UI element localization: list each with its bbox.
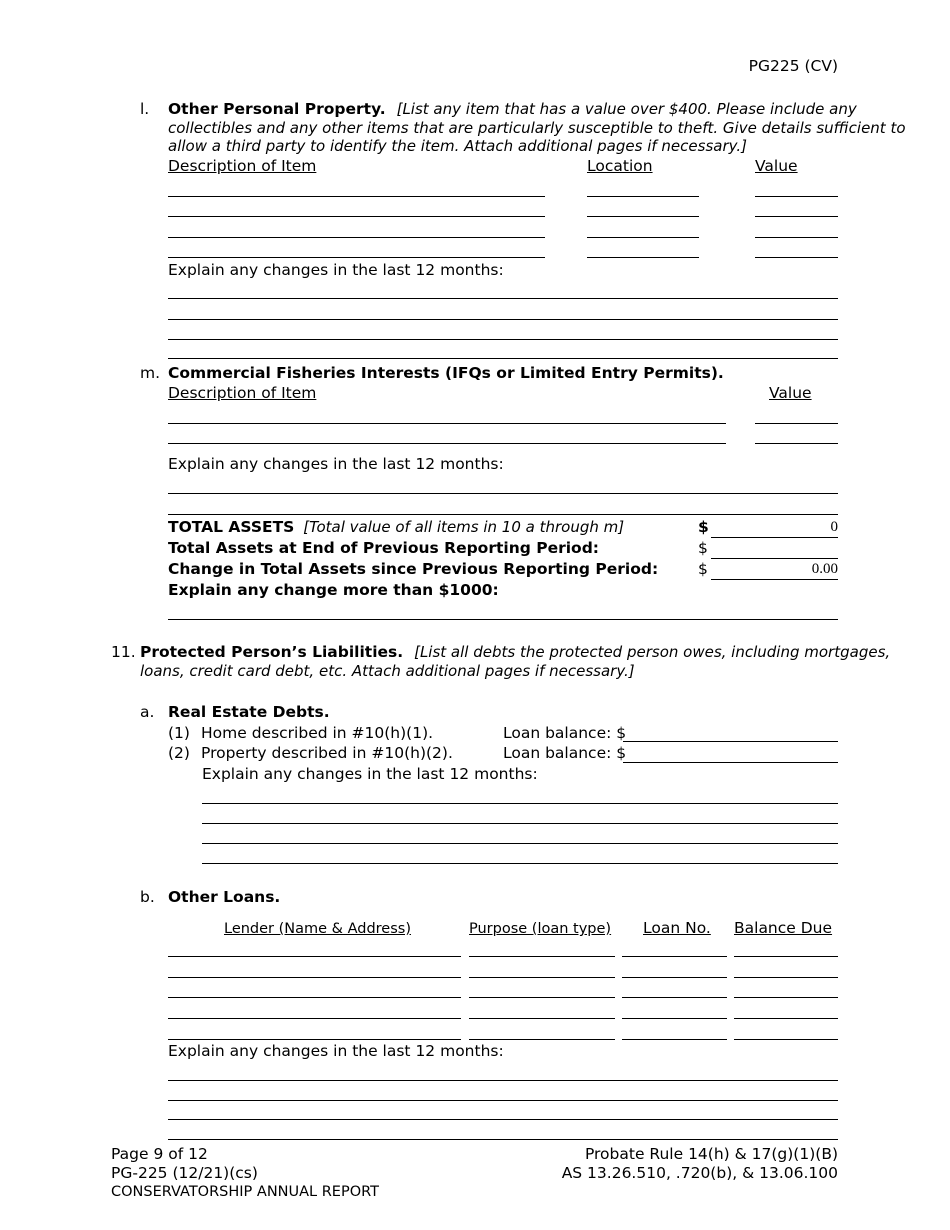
explain-line[interactable] — [168, 1080, 838, 1081]
balance-line[interactable] — [734, 1039, 838, 1040]
value-line[interactable] — [755, 257, 838, 258]
change-total-value[interactable]: 0.00 — [711, 560, 838, 580]
previous-total-currency: $ — [698, 539, 708, 557]
section-b-col-loan-no: Loan No. — [643, 919, 711, 937]
explain-line[interactable] — [168, 298, 838, 299]
real-estate-item-1-text: Home described in #10(h)(1). — [201, 724, 434, 742]
explain-line[interactable] — [168, 319, 838, 320]
purpose-line[interactable] — [469, 1018, 615, 1019]
explain-line[interactable] — [202, 843, 838, 844]
form-code: PG225 (CV) — [748, 57, 838, 75]
loan-no-line[interactable] — [622, 1039, 727, 1040]
footer-page-number: Page 9 of 12 — [111, 1145, 208, 1163]
explain-line[interactable] — [168, 358, 838, 359]
explain-line[interactable] — [168, 619, 838, 620]
section-11-number: 11. — [111, 643, 136, 661]
balance-line[interactable] — [734, 1018, 838, 1019]
explain-line[interactable] — [168, 1119, 838, 1120]
description-line[interactable] — [168, 237, 545, 238]
location-line[interactable] — [587, 216, 699, 217]
value-line[interactable] — [755, 443, 838, 444]
section-l-heading — [168, 100, 857, 119]
description-line[interactable] — [168, 257, 545, 258]
explain-line[interactable] — [168, 493, 838, 494]
section-l-title: Other Personal Property. — [168, 100, 386, 118]
section-11-heading — [140, 643, 890, 662]
section-l-letter: l. — [140, 100, 150, 118]
value-line[interactable] — [755, 237, 838, 238]
total-assets-currency: $ — [698, 518, 709, 536]
real-estate-item-1-num: (1) — [168, 724, 190, 742]
section-11-instructions-2: loans, credit card debt, etc. Attach additional pages if necessary.] — [140, 662, 635, 680]
loan-no-line[interactable] — [622, 997, 727, 998]
loan-no-line[interactable] — [622, 956, 727, 957]
total-assets-label: TOTAL ASSETS — [168, 518, 295, 536]
loan-no-line[interactable] — [622, 1018, 727, 1019]
lender-line[interactable] — [168, 997, 461, 998]
section-m-title: Commercial Fisheries Interests (IFQs or Limited Entry Permits). — [168, 364, 724, 382]
explain-line[interactable] — [168, 1139, 838, 1140]
footer-probate-rule: Probate Rule 14(h) & 17(g)(1)(B) — [584, 1145, 838, 1163]
description-line[interactable] — [168, 196, 545, 197]
balance-line[interactable] — [734, 956, 838, 957]
lender-line[interactable] — [168, 1018, 461, 1019]
previous-total-value[interactable] — [711, 539, 838, 559]
description-line[interactable] — [168, 216, 545, 217]
footer-form-title: CONSERVATORSHIP ANNUAL REPORT — [111, 1184, 380, 1200]
section-11-title: Protected Person’s Liabilities. — [140, 643, 404, 661]
real-estate-item-2-text: Property described in #10(h)(2). — [201, 744, 453, 762]
explain-line[interactable] — [168, 339, 838, 340]
description-line[interactable] — [168, 423, 726, 424]
section-l-col-description: Description of Item — [168, 157, 317, 175]
section-b-col-purpose: Purpose (loan type) — [469, 921, 612, 937]
purpose-line[interactable] — [469, 1039, 615, 1040]
total-assets-row — [168, 518, 624, 537]
explain-line[interactable] — [202, 863, 838, 864]
section-l-col-value: Value — [755, 157, 798, 175]
explain-line[interactable] — [202, 823, 838, 824]
lender-line[interactable] — [168, 977, 461, 978]
total-assets-note: [Total value of all items in 10 a through m] — [303, 518, 625, 536]
section-m-col-description: Description of Item — [168, 384, 317, 402]
purpose-line[interactable] — [469, 977, 615, 978]
description-line[interactable] — [168, 443, 726, 444]
total-assets-value[interactable]: 0 — [711, 518, 838, 538]
section-m-explain-label: Explain any changes in the last 12 months: — [168, 455, 504, 473]
section-l-instructions-3: allow a third party to identify the item. Attach additional pages if necessary.] — [168, 137, 747, 155]
section-m-letter: m. — [140, 364, 161, 382]
footer-statute: AS 13.26.510, .720(b), & 13.06.100 — [561, 1164, 838, 1182]
lender-line[interactable] — [168, 1039, 461, 1040]
section-b-col-lender: Lender (Name & Address) — [224, 921, 411, 937]
lender-line[interactable] — [168, 956, 461, 957]
loan-balance-1-line[interactable] — [623, 741, 838, 742]
loan-balance-2-line[interactable] — [623, 762, 838, 763]
section-b-title: Other Loans. — [168, 888, 281, 906]
section-b-letter: b. — [140, 888, 155, 906]
section-a-letter: a. — [140, 703, 155, 721]
section-a-explain-label: Explain any changes in the last 12 months: — [202, 765, 538, 783]
change-total-currency: $ — [698, 560, 708, 578]
value-line[interactable] — [755, 196, 838, 197]
loan-no-line[interactable] — [622, 977, 727, 978]
value-line[interactable] — [755, 423, 838, 424]
real-estate-item-1-loan-label: Loan balance: $ — [503, 724, 627, 742]
explain-line[interactable] — [168, 514, 838, 515]
section-l-col-location: Location — [587, 157, 653, 175]
location-line[interactable] — [587, 237, 699, 238]
section-l-explain-label: Explain any changes in the last 12 months: — [168, 261, 504, 279]
purpose-line[interactable] — [469, 997, 615, 998]
section-11-instructions-1: [List all debts the protected person owes, including mortgages, — [414, 643, 891, 661]
purpose-line[interactable] — [469, 956, 615, 957]
location-line[interactable] — [587, 196, 699, 197]
balance-line[interactable] — [734, 997, 838, 998]
change-total-label: Change in Total Assets since Previous Reporting Period: — [168, 560, 659, 578]
section-b-explain-label: Explain any changes in the last 12 months: — [168, 1042, 504, 1060]
explain-line[interactable] — [168, 1100, 838, 1101]
real-estate-item-2-loan-label: Loan balance: $ — [503, 744, 627, 762]
value-line[interactable] — [755, 216, 838, 217]
footer-form-number: PG-225 (12/21)(cs) — [111, 1164, 258, 1182]
balance-line[interactable] — [734, 977, 838, 978]
section-b-col-balance: Balance Due — [734, 919, 833, 937]
section-l-instructions-2: collectibles and any other items that are particularly susceptible to theft. Give details sufficient to — [168, 119, 906, 137]
real-estate-item-2-num: (2) — [168, 744, 190, 762]
section-m-col-value: Value — [769, 384, 812, 402]
section-l-instructions-1: [List any item that has a value over $400. Please include any — [396, 100, 857, 118]
explain-line[interactable] — [202, 803, 838, 804]
explain-change-label: Explain any change more than $1000: — [168, 581, 499, 599]
section-a-title: Real Estate Debts. — [168, 703, 330, 721]
location-line[interactable] — [587, 257, 699, 258]
previous-total-label: Total Assets at End of Previous Reporting Period: — [168, 539, 599, 557]
